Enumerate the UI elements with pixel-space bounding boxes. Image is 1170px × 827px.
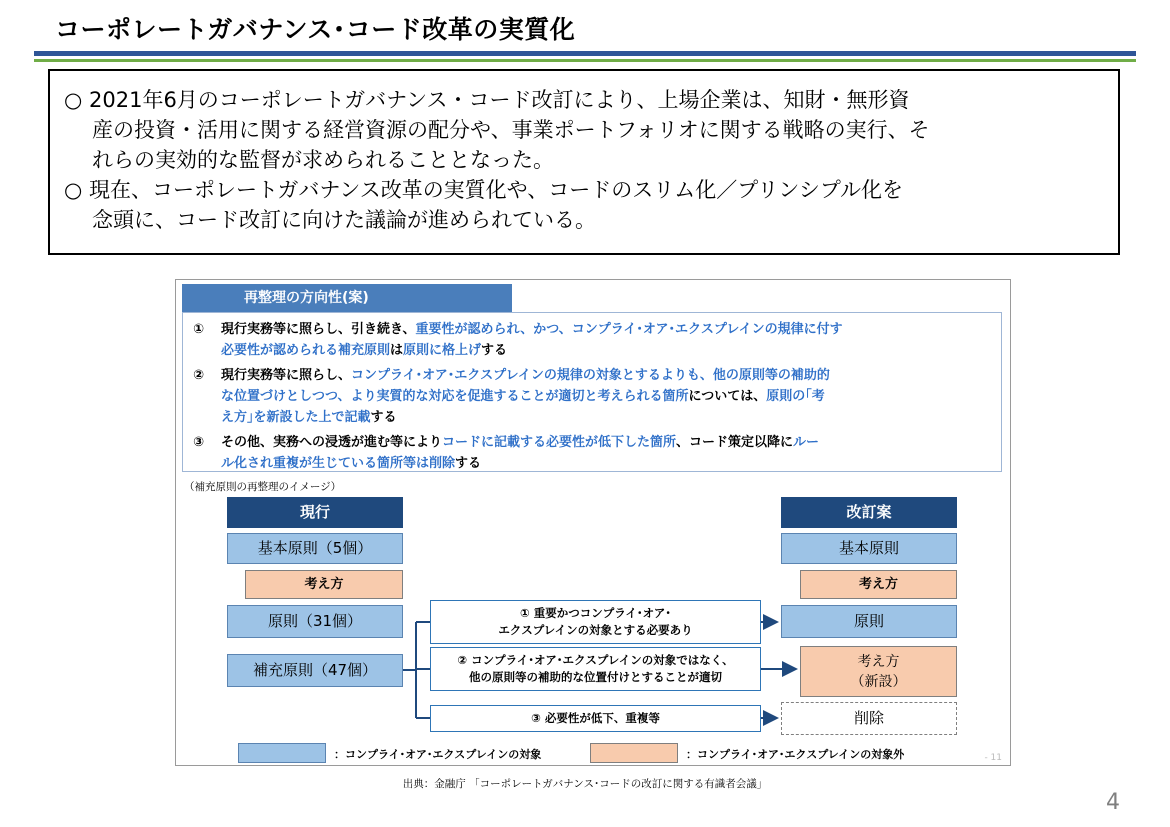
point-text: 現行実務等に照らし、引き続き、重要性が認められ、かつ、コンプライ･オア･エクスプレインの規律に付す (221, 322, 843, 337)
point-text: ル化され重複が生じている箇所等は削除する (221, 456, 482, 471)
legend-swatch-orange (590, 743, 678, 763)
point-text: その他、実務への浸透が進む等によりコードに記載する必要性が低下した箇所、コード策定以降にルー (221, 435, 820, 450)
current-supplementary-principles: 補充原則（47個） (227, 654, 403, 687)
point-number: ② (193, 368, 205, 383)
title-rule-green (34, 59, 1136, 62)
point-text: 必要性が認められる補充原則は原則に格上げする (221, 343, 508, 358)
summary-line: れらの実効的な監督が求められることとなった。 (92, 148, 554, 172)
summary-line: ○ 2021年6月のコーポレートガバナンス・コード改訂により、上場企業は、知財・無形資 (64, 88, 910, 112)
revised-new-thinking-note: （新設） (850, 674, 907, 690)
revised-deleted: 削除 (781, 702, 957, 735)
page-number: 4 (1106, 790, 1120, 815)
summary-line: 産の投資・活用に関する経営資源の配分や、事業ポートフォリオに関する戦略の実行、そ (92, 118, 930, 142)
criterion-1-line: ① 重要かつコンプライ･オア･ (519, 606, 672, 620)
current-header: 現行 (227, 497, 403, 528)
title-rule-blue (34, 51, 1136, 56)
criterion-3: ③ 必要性が低下、重複等 (430, 705, 761, 732)
criterion-2-line: 他の原則等の補助的な位置付けとすることが適切 (469, 670, 722, 684)
summary-line: 念頭に、コード改訂に向けた議論が進められている。 (92, 208, 596, 232)
image-caption: （補充原則の再整理のイメージ） (184, 481, 342, 493)
criterion-1-line: エクスプレインの対象とする必要あり (498, 623, 693, 637)
current-thinking: 考え方 (245, 570, 403, 599)
legend-text-orange: ：コンプライ･オア･エクスプレインの対象外 (686, 748, 905, 761)
revised-new-thinking-label: 考え方 (857, 654, 900, 670)
summary-line: ○ 現在、コーポレートガバナンス改革の実質化や、コードのスリム化／プリンシプル化を (64, 178, 904, 202)
legend-swatch-blue (238, 743, 326, 763)
revised-basic-principles: 基本原則 (781, 533, 957, 564)
current-principles: 原則（31個） (227, 605, 403, 638)
current-basic-principles: 基本原則（5個） (227, 533, 403, 564)
point-number: ① (193, 322, 205, 337)
point-text: 現行実務等に照らし、コンプライ･オア･エクスプレインの規律の対象とするよりも、他の原則等の補助的 (221, 368, 830, 383)
summary-box (48, 69, 1120, 255)
figure-heading: 再整理の方向性(案) (182, 284, 512, 312)
revised-thinking: 考え方 (800, 570, 957, 599)
source-citation: 出典：金融庁 「コーポレートガバナンス･コードの改訂に関する有識者会議」 (402, 778, 768, 790)
point-text: な位置づけとしつつ、より実質的な対応を促進することが適切と考えられる箇所については、原則の｢考 (221, 389, 825, 404)
slide-number: - 11 (984, 753, 1002, 763)
revised-principles: 原則 (781, 605, 957, 638)
flow-connectors (176, 280, 1012, 767)
point-text: え方｣を新設した上で記載する (221, 410, 397, 425)
point-number: ③ (193, 435, 205, 450)
criterion-2-line: ② コンプライ･オア･エクスプレインの対象ではなく、 (457, 653, 734, 667)
legend-text-blue: ：コンプライ･オア･エクスプレインの対象 (334, 748, 542, 761)
page-title: コーポレートガバナンス･コード改革の実質化 (55, 15, 576, 44)
revised-header: 改訂案 (781, 497, 957, 528)
reorganization-figure (175, 279, 1011, 766)
